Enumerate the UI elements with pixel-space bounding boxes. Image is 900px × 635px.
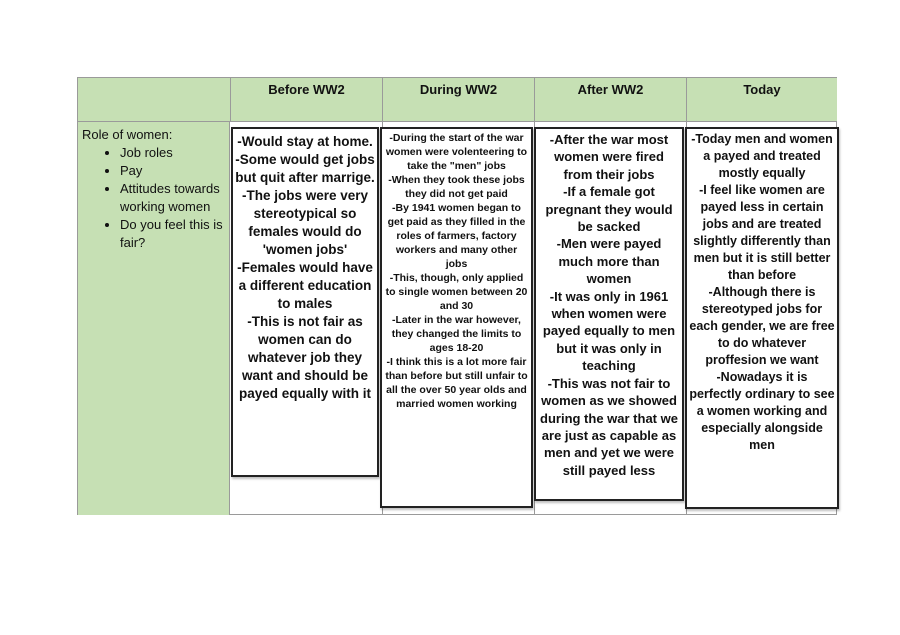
today-point: -I feel like women are payed less in certain jobs and are treated slightly differently than men but it is still better than before xyxy=(693,183,831,282)
text-box-during-ww2 xyxy=(380,127,533,508)
before-ww2-point: -Females would have a different education to males xyxy=(237,260,373,311)
header-after-ww2: After WW2 xyxy=(535,78,687,122)
bullet-item: • Pay xyxy=(120,162,225,180)
after-ww2-point: -This was not fair to women as we showed during the war that we are just as capable as men and yet we were still payed less xyxy=(540,375,678,478)
today-point: -Although there is stereotyped jobs for each gender, we are free to do whatever proffesion we want xyxy=(689,285,835,367)
header-before-ww2: Before WW2 xyxy=(231,78,383,122)
today-point: -Nowadays it is perfectly ordinary to see a women working and especially alongside men xyxy=(689,370,835,452)
row-label-role-of-women xyxy=(78,122,230,515)
bullet-item: • Job roles xyxy=(120,144,225,162)
before-ww2-point: -This is not fair as women can do whatever job they want and should be payed equally with it xyxy=(238,314,372,401)
before-ww2-point: -Would stay at home. xyxy=(237,134,373,149)
header-during-ww2: During WW2 xyxy=(383,78,535,122)
before-ww2-point: -Some would get jobs but quit after marrige. xyxy=(235,152,375,185)
during-ww2-point: -I think this is a lot more fair than before but still unfair to all the over 50 year olds and married women working xyxy=(385,356,528,410)
during-ww2-point: -When they took these jobs they did not get paid xyxy=(388,174,525,200)
row-label-bullets xyxy=(82,144,225,252)
after-ww2-point: -Men were payed much more than women xyxy=(556,236,662,287)
during-ww2-point: -Later in the war however, they changed the limits to ages 18-20 xyxy=(391,314,522,354)
header-today: Today xyxy=(687,78,837,122)
during-ww2-point: -This, though, only applied to single women between 20 and 30 xyxy=(385,272,528,312)
row-label-title: Role of women: xyxy=(82,127,173,142)
after-ww2-point: -If a female got pregnant they would be sacked xyxy=(545,184,673,235)
bullet-item: • Do you feel this is fair? xyxy=(120,216,225,252)
header-empty xyxy=(78,78,231,122)
during-ww2-point: -By 1941 women began to get paid as they filled in the roles of farmers, factory workers and many other jobs xyxy=(387,202,526,270)
bullet-item: • Attitudes towards working women xyxy=(120,180,225,216)
text-box-before-ww2 xyxy=(231,127,379,477)
before-ww2-point: -The jobs were very stereotypical so females would do 'women jobs' xyxy=(241,188,369,257)
text-box-today xyxy=(685,127,839,509)
today-point: -Today men and women a payed and treated mostly equally xyxy=(691,132,833,180)
after-ww2-point: -After the war most women were fired from their jobs xyxy=(549,132,669,182)
text-box-after-ww2 xyxy=(534,127,684,501)
after-ww2-point: -It was only in 1961 when women were payed equally to men but it was only in teaching xyxy=(542,288,676,374)
during-ww2-point: -During the start of the war women were volenteering to take the "men" jobs xyxy=(385,132,528,172)
